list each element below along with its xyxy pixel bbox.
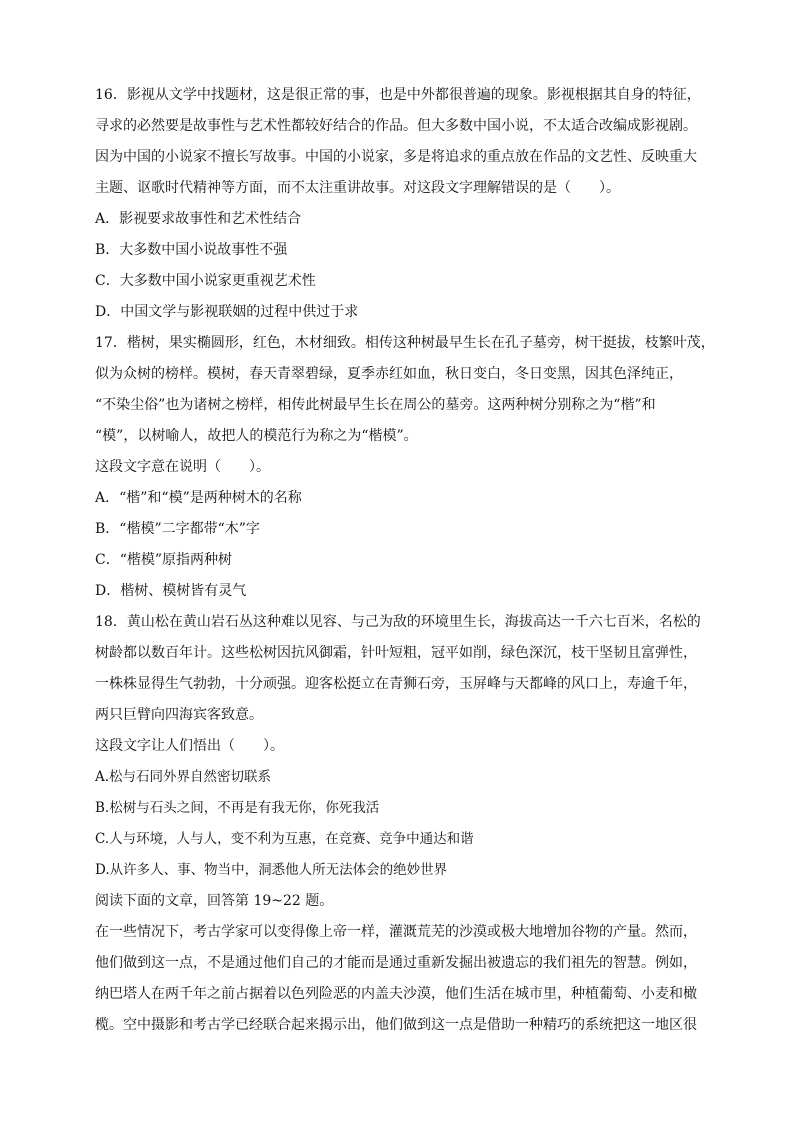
question-17-option-c: C．“楷模”原指两种树	[95, 552, 233, 568]
question-17-stem-line: 似为众树的榜样。模树，春天青翠碧绿，夏季赤红如血，秋日变白，冬日变黑，因其色泽纯正，	[95, 366, 683, 382]
question-18-option-d: D.从许多人、事、物当中，洞悉他人所无法体会的绝妙世界	[95, 862, 448, 878]
question-17-option-d: D．楷树、模树皆有灵气	[95, 583, 247, 599]
question-17-prompt: 这段文字意在说明（ ）。	[95, 459, 270, 475]
question-16-option-c: C．大多数中国小说家更重视艺术性	[95, 273, 316, 289]
question-16	[95, 80, 715, 328]
passage-instruction: 阅读下面的文章，回答第 19~22 题。	[95, 893, 334, 909]
question-16-stem-line: 因为中国的小说家不擅长写故事。中国的小说家，多是将追求的重点放在作品的文艺性、反映重大	[95, 149, 697, 165]
question-16-stem-line: 主题、讴歌时代精神等方面，而不太注重讲故事。对这段文字理解错误的是（ ）。	[95, 180, 620, 196]
passage-line: 纳巴塔人在两千年之前占据着以色列险恶的内盖夫沙漠，他们生活在城市里，种植葡萄、小麦和橄	[95, 986, 697, 1002]
question-18-stem-line: 两只巨臂向四海宾客致意。	[95, 707, 263, 723]
reading-passage	[95, 886, 715, 1041]
passage-line: 在一些情况下，考古学家可以变得像上帝一样，灌溉荒芜的沙漠或极大地增加谷物的产量。然而，	[95, 924, 697, 940]
question-17-option-a: A．“楷”和“模”是两种树木的名称	[95, 490, 302, 506]
question-17	[95, 328, 715, 607]
question-18-prompt: 这段文字让人们悟出（ ）。	[95, 738, 284, 754]
question-17-stem-line: 17．楷树，果实椭圆形，红色，木材细致。相传这种树最早生长在孔子墓旁，树干挺拔，枝繁叶茂，	[95, 335, 715, 351]
question-16-option-a: A．影视要求故事性和艺术性结合	[95, 211, 302, 227]
question-16-option-b: B．大多数中国小说故事性不强	[95, 242, 288, 258]
question-18-stem-line: 18．黄山松在黄山岩石丛这种难以见容、与己为敌的环境里生长，海拔高达一千六七百米，名松的	[95, 614, 701, 630]
question-17-stem-line: “模”，以树喻人，故把人的模范行为称之为“楷模”。	[95, 428, 418, 444]
question-16-option-d: D．中国文学与影视联姻的过程中供过于求	[95, 304, 359, 320]
question-18-stem-line: 一株株显得生气勃勃，十分顽强。迎客松挺立在青狮石旁，玉屏峰与天都峰的风口上，寿逾千年，	[95, 676, 697, 692]
question-18-option-a: A.松与石同外界自然密切联系	[95, 769, 272, 785]
document-body	[95, 80, 715, 1041]
passage-line: 他们做到这一点，不是通过他们自己的才能而是通过重新发掘出被遗忘的我们祖先的智慧。例如，	[95, 955, 697, 971]
question-17-stem-line: “不染尘俗”也为诸树之榜样，相传此树最早生长在周公的墓旁。这两种树分别称之为“楷”和	[95, 397, 656, 413]
question-18-stem-line: 树龄都以数百年计。这些松树因抗风御霜，针叶短粗，冠平如削，绿色深沉，枝干坚韧且富弹性，	[95, 645, 697, 661]
question-17-option-b: B．“楷模”二字都带“木”字	[95, 521, 260, 537]
question-18-option-b: B.松树与石头之间，不再是有我无你，你死我活	[95, 800, 380, 816]
question-18-option-c: C.人与环境，人与人，变不利为互惠，在竞赛、竞争中通达和谐	[95, 831, 474, 847]
question-18	[95, 607, 715, 886]
passage-line: 榄。空中摄影和考古学已经联合起来揭示出，他们做到这一点是借助一种精巧的系统把这一地区很	[95, 1017, 697, 1033]
question-16-stem-line: 16．影视从文学中找题材，这是很正常的事，也是中外都很普遍的现象。影视根据其自身的特征，	[95, 87, 701, 103]
question-16-stem-line: 寻求的必然要是故事性与艺术性都较好结合的作品。但大多数中国小说，不太适合改编成影视剧。	[95, 118, 697, 134]
